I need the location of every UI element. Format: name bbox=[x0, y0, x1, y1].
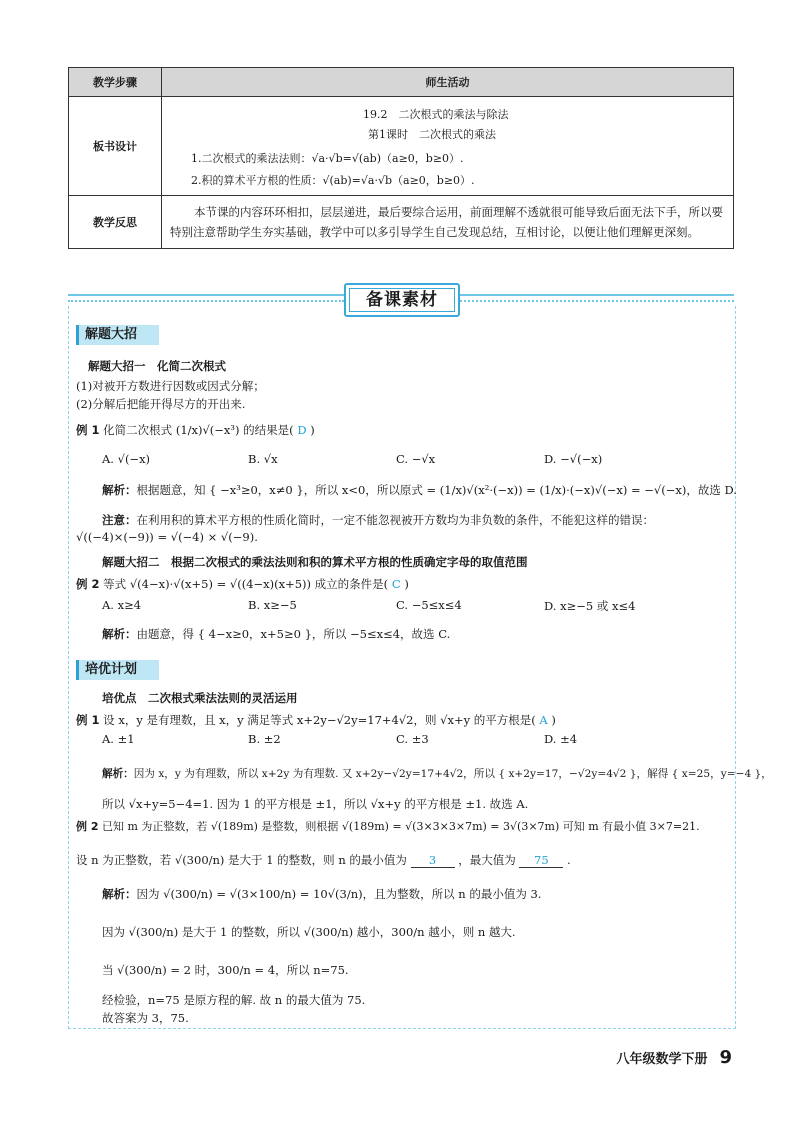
banner-dots-right bbox=[456, 300, 734, 302]
banner-title: 备课素材 bbox=[349, 288, 455, 312]
answer-choice: D bbox=[297, 423, 307, 437]
answer-blank-max: 75 bbox=[519, 853, 563, 868]
solution-text: 由题意，得 { 4−x≥0，x+5≥0 }，所以 −5≤x≤4，故选 C. bbox=[136, 627, 451, 641]
section-tag-tips: 解题大招 bbox=[76, 325, 159, 345]
board-line-2: 第1课时 二次根式的乘法 bbox=[368, 128, 496, 141]
solution-text: 根据题意，知 { −x³≥0，x≠0 }，所以 x<0，所以原式 = (1/x)√(x²·(−x)) = (1/x)·(−x)√(−x) = −√(−x)，故选 D. bbox=[136, 483, 737, 497]
reflection-text: 本节课的内容环环相扣，层层递进，最后要综合运用，前面理解不透就很可能导致后面无法下手，所以要特别注意帮助学生夯实基础，教学中可以多引导学生自己发现总结，互相讨论，以便让他们理解更深刻。 bbox=[162, 196, 734, 249]
question-close: ) bbox=[310, 423, 315, 437]
answer-choice: A bbox=[539, 713, 548, 727]
section-tag-advanced: 培优计划 bbox=[76, 660, 159, 680]
ex1-option-a: A. √(−x) bbox=[102, 452, 151, 466]
ex1-option-d: D. −√(−x) bbox=[544, 452, 603, 466]
note-text: 在利用积的算术平方根的性质化简时，一定不能忽视被开方数均为非负数的条件，不能犯这样的错误： bbox=[136, 513, 654, 527]
ex2-option-d: D. x≥−5 或 x≤4 bbox=[544, 599, 636, 613]
advanced-point-title: 培优点 二次根式乘法法则的灵活运用 bbox=[102, 691, 298, 705]
board-design-label: 板书设计 bbox=[69, 97, 162, 196]
header-activities: 师生活动 bbox=[162, 68, 734, 97]
reflection-label: 教学反思 bbox=[69, 196, 162, 249]
question-text: 已知 m 为正整数，若 √(189m) 是整数，则根据 √(189m) = √(3×3×3×7m) = 3√(3×7m) 可知 m 有最小值 3×7=21. bbox=[101, 820, 700, 833]
adv-ex2-solution-line-2: 因为 √(300/n) 是大于 1 的整数，所以 √(300/n) 越小，300/n 越小，则 n 越大. bbox=[102, 925, 516, 939]
question-text: . bbox=[567, 853, 571, 867]
book-title: 八年级数学下册 bbox=[616, 1052, 708, 1067]
ex1-note bbox=[102, 512, 654, 528]
example-label: 例 1 bbox=[76, 423, 100, 437]
board-line-1: 19.2 二次根式的乘法与除法 bbox=[363, 108, 509, 121]
adv-ex1-solution-line-2: 所以 √x+y=5−4=1. 因为 1 的平方根是 ±1，所以 √x+y 的平方根是 ±1. 故选 A. bbox=[102, 797, 529, 811]
lesson-plan-table bbox=[68, 67, 734, 249]
adv-example-2-question bbox=[76, 818, 700, 834]
solution-text: 因为 x，y 为有理数，所以 x+2y 为有理数. 又 x+2y−√2y=17+4√2，所以 { x+2y=17，−√2y=4√2 }，解得 { x=25，y=−4 }， bbox=[133, 768, 772, 780]
banner-rule-right bbox=[456, 294, 734, 296]
material-frame bbox=[68, 306, 736, 1029]
adv-ex1-solution bbox=[102, 766, 772, 781]
move2-title: 解题大招二 根据二次根式的乘法法则和积的算术平方根的性质确定字母的取值范围 bbox=[102, 555, 528, 569]
ex1-option-b: B. √x bbox=[248, 452, 278, 466]
solution-label: 解析： bbox=[102, 483, 137, 497]
question-close: ) bbox=[551, 713, 556, 727]
adv-ex1-option-a: A. ±1 bbox=[102, 732, 135, 746]
adv-ex2-solution bbox=[102, 886, 541, 902]
question-text: ，最大值为 bbox=[458, 853, 516, 867]
banner-rule-left bbox=[68, 294, 344, 296]
adv-ex1-option-b: B. ±2 bbox=[248, 732, 281, 746]
ex2-option-c: C. −5≤x≤4 bbox=[396, 598, 462, 612]
example-1-question bbox=[76, 422, 315, 438]
board-line-3: 1.二次根式的乘法法则：√a·√b=√(ab)（a≥0，b≥0）. bbox=[191, 152, 464, 165]
answer-blank-min: 3 bbox=[411, 853, 455, 868]
ex1-solution bbox=[102, 482, 737, 498]
question-text: 设 n 为正整数，若 √(300/n) 是大于 1 的整数，则 n 的最小值为 bbox=[76, 853, 407, 867]
ex2-solution bbox=[102, 626, 450, 642]
adv-ex2-solution-line-3: 当 √(300/n) = 2 时，300/n = 4，所以 n=75. bbox=[102, 963, 349, 977]
adv-example-1-question bbox=[76, 712, 556, 728]
note-label: 注意： bbox=[102, 513, 137, 527]
board-line-4: 2.积的算术平方根的性质：√(ab)=√a·√b（a≥0，b≥0）. bbox=[191, 174, 475, 187]
page-footer bbox=[616, 1047, 732, 1068]
ex1-option-c: C. −√x bbox=[396, 452, 436, 466]
adv-ex1-option-c: C. ±3 bbox=[396, 732, 429, 746]
solution-text: 因为 √(300/n) = √(3×100/n) = 10√(3/n)，且为整数，所以 n 的最小值为 3. bbox=[136, 887, 542, 901]
question-text: 设 x，y 是有理数，且 x，y 满足等式 x+2y−√2y=17+4√2，则 √x+y 的平方根是( bbox=[103, 713, 536, 727]
ex1-note-line-2: √((−4)×(−9)) = √(−4) × √(−9). bbox=[76, 530, 258, 544]
solution-label: 解析： bbox=[102, 887, 137, 901]
board-design-cell bbox=[162, 97, 734, 196]
solution-label: 解析： bbox=[102, 768, 134, 780]
move1-step-1: (1)对被开方数进行因数或因式分解； bbox=[76, 379, 265, 393]
question-text: 化简二次根式 (1/x)√(−x³) 的结果是( bbox=[103, 423, 294, 437]
question-text: 等式 √(4−x)·√(x+5) = √((4−x)(x+5)) 成立的条件是( bbox=[103, 577, 389, 591]
example-label: 例 2 bbox=[76, 820, 99, 833]
ex2-option-a: A. x≥4 bbox=[102, 598, 142, 612]
example-label: 例 1 bbox=[76, 713, 100, 727]
move1-step-2: (2)分解后把能开得尽方的开出来. bbox=[76, 397, 246, 411]
example-label: 例 2 bbox=[76, 577, 100, 591]
solution-label: 解析： bbox=[102, 627, 137, 641]
move1-title: 解题大招一 化简二次根式 bbox=[88, 359, 226, 373]
example-2-question bbox=[76, 576, 409, 592]
question-close: ) bbox=[404, 577, 409, 591]
banner-box bbox=[344, 283, 460, 317]
answer-choice: C bbox=[391, 577, 401, 591]
header-steps: 教学步骤 bbox=[69, 68, 162, 97]
page-number: 9 bbox=[719, 1047, 732, 1068]
adv-ex1-option-d: D. ±4 bbox=[544, 732, 578, 746]
adv-ex2-solution-line-4: 经检验，n=75 是原方程的解. 故 n 的最大值为 75. bbox=[102, 993, 366, 1007]
ex2-option-b: B. x≥−5 bbox=[248, 598, 297, 612]
banner-dots-left bbox=[68, 300, 344, 302]
adv-example-2-question-line-2 bbox=[76, 852, 571, 868]
adv-ex2-solution-line-5: 故答案为 3，75. bbox=[102, 1011, 189, 1025]
